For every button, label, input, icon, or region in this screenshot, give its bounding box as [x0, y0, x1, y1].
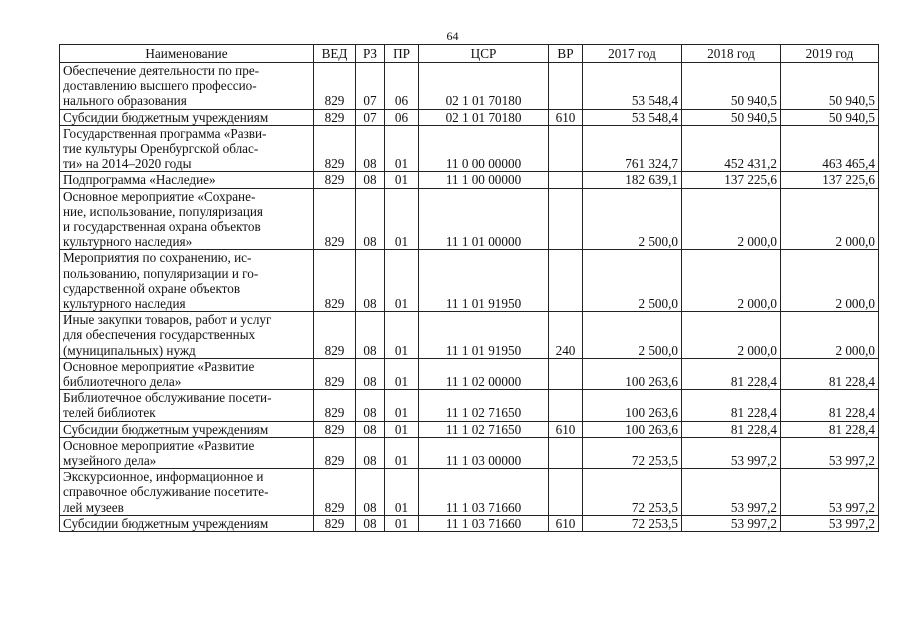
table-row — [60, 63, 879, 110]
table-row — [60, 250, 879, 312]
cell-2019: 53 997,2 — [781, 469, 879, 516]
cell-csr: 11 1 02 71650 — [419, 390, 549, 421]
cell-2019: 137 225,6 — [781, 172, 879, 188]
cell-vr — [549, 172, 583, 188]
cell-ved: 829 — [314, 125, 356, 172]
cell-rz: 08 — [356, 312, 385, 359]
cell-2019: 2 000,0 — [781, 188, 879, 250]
cell-csr: 11 1 02 71650 — [419, 421, 549, 437]
cell-ved: 829 — [314, 250, 356, 312]
cell-name: Мероприятия по сохранению, ис- пользованию, популяризации и го- сударственной охране объектов культурного наследия — [60, 250, 314, 312]
cell-csr: 11 1 03 71660 — [419, 469, 549, 516]
cell-2017: 2 500,0 — [583, 250, 682, 312]
cell-name: Иные закупки товаров, работ и услуг для обеспечения государственных (муниципальных) нужд — [60, 312, 314, 359]
cell-2019: 81 228,4 — [781, 421, 879, 437]
cell-csr: 11 0 00 00000 — [419, 125, 549, 172]
cell-pr: 06 — [385, 109, 419, 125]
cell-name: Экскурсионное, информационное и справочное обслуживание посетите- лей музеев — [60, 469, 314, 516]
cell-rz: 08 — [356, 125, 385, 172]
cell-2018: 2 000,0 — [682, 250, 781, 312]
cell-ved: 829 — [314, 390, 356, 421]
cell-name: Основное мероприятие «Развитие музейного дела» — [60, 437, 314, 468]
cell-vr — [549, 437, 583, 468]
cell-2018: 137 225,6 — [682, 172, 781, 188]
cell-name: Субсидии бюджетным учреждениям — [60, 515, 314, 531]
cell-2019: 50 940,5 — [781, 109, 879, 125]
cell-name: Субсидии бюджетным учреждениям — [60, 421, 314, 437]
cell-2017: 72 253,5 — [583, 515, 682, 531]
cell-csr: 11 1 01 91950 — [419, 312, 549, 359]
header-2017: 2017 год — [583, 45, 682, 63]
cell-vr — [549, 390, 583, 421]
header-vr: ВР — [549, 45, 583, 63]
cell-name: Основное мероприятие «Развитие библиотечного дела» — [60, 358, 314, 389]
cell-2017: 182 639,1 — [583, 172, 682, 188]
header-2019: 2019 год — [781, 45, 879, 63]
table-row — [60, 172, 879, 188]
cell-2018: 452 431,2 — [682, 125, 781, 172]
cell-pr: 01 — [385, 358, 419, 389]
cell-2019: 53 997,2 — [781, 437, 879, 468]
cell-rz: 08 — [356, 515, 385, 531]
cell-ved: 829 — [314, 63, 356, 110]
cell-2018: 81 228,4 — [682, 390, 781, 421]
cell-pr: 01 — [385, 437, 419, 468]
cell-2017: 100 263,6 — [583, 421, 682, 437]
cell-csr: 11 1 00 00000 — [419, 172, 549, 188]
cell-csr: 11 1 02 00000 — [419, 358, 549, 389]
cell-2017: 2 500,0 — [583, 312, 682, 359]
cell-2017: 100 263,6 — [583, 390, 682, 421]
cell-2018: 50 940,5 — [682, 63, 781, 110]
cell-rz: 08 — [356, 437, 385, 468]
cell-ved: 829 — [314, 312, 356, 359]
cell-2019: 81 228,4 — [781, 358, 879, 389]
table-body — [60, 63, 879, 532]
cell-2018: 2 000,0 — [682, 312, 781, 359]
cell-2019: 50 940,5 — [781, 63, 879, 110]
cell-pr: 01 — [385, 469, 419, 516]
cell-vr: 610 — [549, 515, 583, 531]
cell-csr: 02 1 01 70180 — [419, 63, 549, 110]
cell-2019: 2 000,0 — [781, 250, 879, 312]
cell-pr: 01 — [385, 312, 419, 359]
cell-rz: 07 — [356, 63, 385, 110]
cell-vr — [549, 250, 583, 312]
cell-vr — [549, 125, 583, 172]
cell-ved: 829 — [314, 469, 356, 516]
table-row — [60, 437, 879, 468]
cell-2018: 81 228,4 — [682, 358, 781, 389]
cell-rz: 08 — [356, 390, 385, 421]
table-row — [60, 188, 879, 250]
cell-2017: 2 500,0 — [583, 188, 682, 250]
cell-vr: 240 — [549, 312, 583, 359]
cell-pr: 01 — [385, 515, 419, 531]
cell-name: Подпрограмма «Наследие» — [60, 172, 314, 188]
cell-2019: 81 228,4 — [781, 390, 879, 421]
cell-vr: 610 — [549, 109, 583, 125]
header-ved: ВЕД — [314, 45, 356, 63]
cell-name: Субсидии бюджетным учреждениям — [60, 109, 314, 125]
cell-rz: 08 — [356, 250, 385, 312]
cell-2019: 2 000,0 — [781, 312, 879, 359]
cell-rz: 08 — [356, 172, 385, 188]
table-row — [60, 109, 879, 125]
cell-2019: 53 997,2 — [781, 515, 879, 531]
cell-ved: 829 — [314, 109, 356, 125]
header-rz: РЗ — [356, 45, 385, 63]
cell-2018: 53 997,2 — [682, 437, 781, 468]
cell-csr: 11 1 03 71660 — [419, 515, 549, 531]
table-row — [60, 312, 879, 359]
table-header — [60, 45, 879, 63]
cell-ved: 829 — [314, 437, 356, 468]
cell-ved: 829 — [314, 515, 356, 531]
cell-2017: 53 548,4 — [583, 109, 682, 125]
cell-2017: 53 548,4 — [583, 63, 682, 110]
cell-pr: 01 — [385, 390, 419, 421]
cell-vr — [549, 469, 583, 516]
cell-csr: 11 1 01 91950 — [419, 250, 549, 312]
cell-rz: 08 — [356, 469, 385, 516]
cell-2017: 72 253,5 — [583, 469, 682, 516]
cell-ved: 829 — [314, 172, 356, 188]
budget-table — [59, 44, 879, 532]
cell-vr — [549, 63, 583, 110]
cell-ved: 829 — [314, 421, 356, 437]
cell-pr: 01 — [385, 188, 419, 250]
cell-csr: 02 1 01 70180 — [419, 109, 549, 125]
cell-pr: 01 — [385, 421, 419, 437]
cell-name: Обеспечение деятельности по пре- доставлению высшего профессио- нального образования — [60, 63, 314, 110]
cell-csr: 11 1 03 00000 — [419, 437, 549, 468]
cell-2018: 53 997,2 — [682, 469, 781, 516]
cell-2018: 2 000,0 — [682, 188, 781, 250]
cell-name: Основное мероприятие «Сохране- ние, использование, популяризация и государственная охрана объектов культурного наследия» — [60, 188, 314, 250]
table-row — [60, 358, 879, 389]
cell-pr: 01 — [385, 125, 419, 172]
cell-ved: 829 — [314, 358, 356, 389]
table-row — [60, 390, 879, 421]
header-2018: 2018 год — [682, 45, 781, 63]
cell-vr — [549, 358, 583, 389]
cell-pr: 06 — [385, 63, 419, 110]
cell-name: Государственная программа «Разви- тие культуры Оренбургской облас- ти» на 2014–2020 годы — [60, 125, 314, 172]
cell-2019: 463 465,4 — [781, 125, 879, 172]
cell-rz: 08 — [356, 358, 385, 389]
cell-2018: 81 228,4 — [682, 421, 781, 437]
cell-name: Библиотечное обслуживание посети- телей библиотек — [60, 390, 314, 421]
header-name: Наименование — [60, 45, 314, 63]
page-number: 64 — [446, 29, 459, 43]
cell-ved: 829 — [314, 188, 356, 250]
cell-pr: 01 — [385, 172, 419, 188]
cell-vr — [549, 188, 583, 250]
cell-2017: 100 263,6 — [583, 358, 682, 389]
cell-rz: 08 — [356, 421, 385, 437]
cell-vr: 610 — [549, 421, 583, 437]
cell-rz: 08 — [356, 188, 385, 250]
table-row — [60, 515, 879, 531]
cell-csr: 11 1 01 00000 — [419, 188, 549, 250]
cell-2018: 53 997,2 — [682, 515, 781, 531]
cell-rz: 07 — [356, 109, 385, 125]
cell-2017: 72 253,5 — [583, 437, 682, 468]
table-row — [60, 421, 879, 437]
cell-2017: 761 324,7 — [583, 125, 682, 172]
table-row — [60, 469, 879, 516]
table-row — [60, 125, 879, 172]
header-pr: ПР — [385, 45, 419, 63]
cell-2018: 50 940,5 — [682, 109, 781, 125]
cell-pr: 01 — [385, 250, 419, 312]
header-csr: ЦСР — [419, 45, 549, 63]
